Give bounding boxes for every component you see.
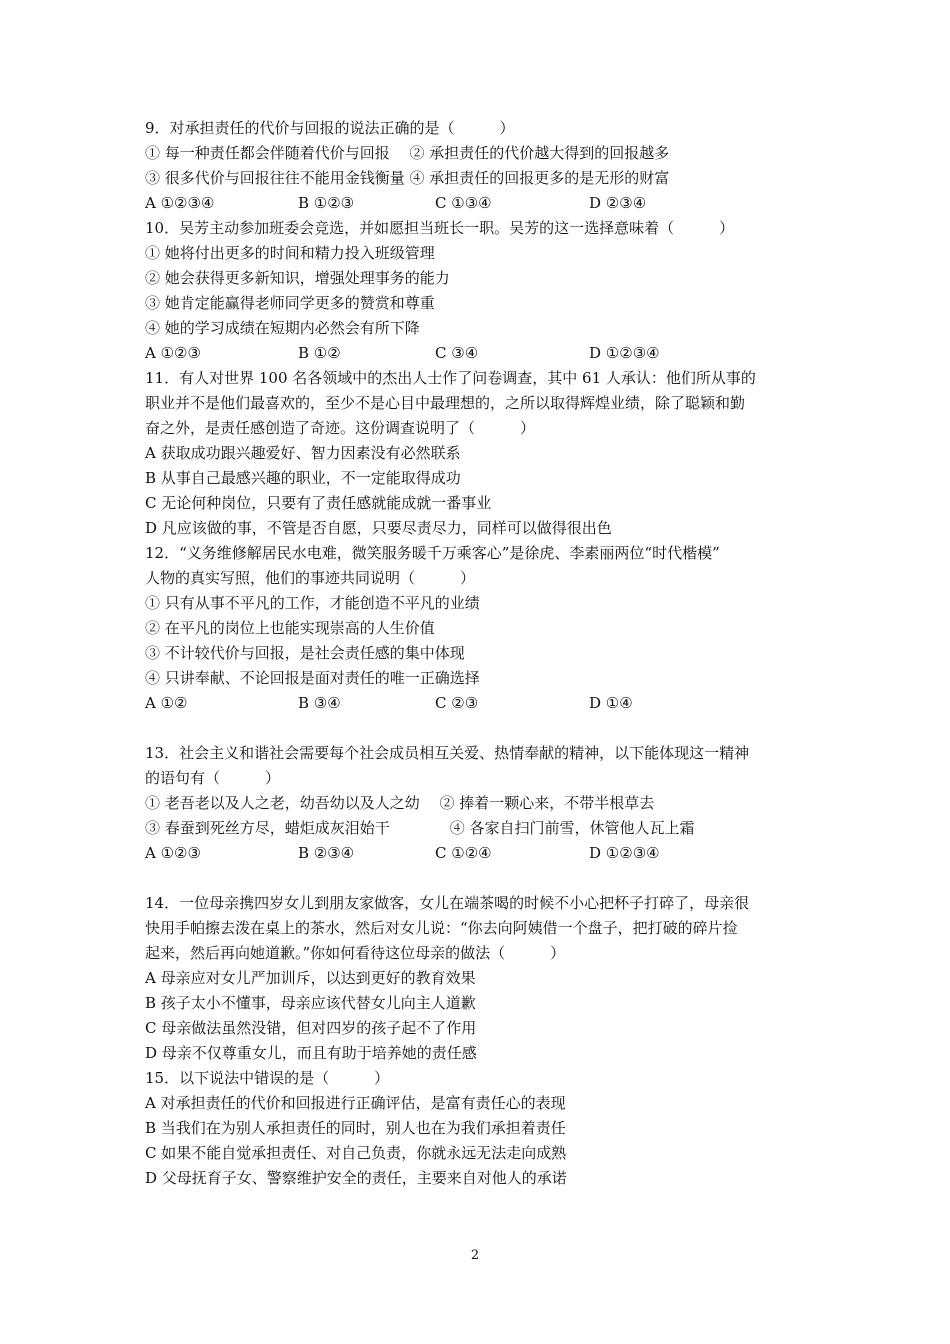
answer-options xyxy=(145,841,815,866)
question-15 xyxy=(145,1066,815,1191)
option-a: A ①②③ xyxy=(145,844,201,862)
question-stem: 人物的真实写照，他们的事迹共同说明（ ） xyxy=(145,569,476,587)
choice-item: B 当我们在为别人承担责任的同时，别人也在为我们承担着责任 xyxy=(145,1119,566,1137)
option-d: D ②③④ xyxy=(589,194,647,212)
statement-item: ① 老吾老以及人之老，幼吾幼以及人之幼 ② 捧着一颗心来，不带半根草去 xyxy=(145,794,655,812)
question-stem: 10．吴芳主动参加班委会竞选，并如愿担当班长一职。吴芳的这一选择意味着（ ） xyxy=(145,219,735,237)
choice-item: C 如果不能自觉承担责任、对自己负责，你就永远无法走向成熟 xyxy=(145,1144,567,1162)
question-stem: 起来，然后再向她道歉。”你如何看待这位母亲的做法（ ） xyxy=(145,944,566,962)
choice-item: D 父母抚育子女、警察维护安全的责任，主要来自对他人的承诺 xyxy=(145,1169,567,1187)
question-9 xyxy=(145,116,815,216)
spacer xyxy=(145,716,815,741)
option-a: A ①② xyxy=(145,694,188,712)
question-stem: 14．一位母亲携四岁女儿到朋友家做客，女儿在端茶喝的时候不小心把杯子打碎了，母亲很 xyxy=(145,894,750,912)
question-stem: 12．“义务维修解居民水电难，微笑服务暖千万乘客心”是徐虎、李素丽两位“时代楷模” xyxy=(145,544,720,562)
question-13 xyxy=(145,741,815,866)
option-c: C ③④ xyxy=(435,344,479,362)
statement-item: ③ 不计较代价与回报，是社会责任感的集中体现 xyxy=(145,644,465,662)
statement-item: ④ 她的学习成绩在短期内必然会有所下降 xyxy=(145,319,420,337)
option-d: D ①②③④ xyxy=(589,344,660,362)
question-stem: 11．有人对世界 100 名各领域中的杰出人士作了问卷调查，其中 61 人承认：他们所从事的 xyxy=(145,369,756,387)
question-stem: 的语句有（ ） xyxy=(145,769,281,787)
choice-item: C 无论何种岗位，只要有了责任感就能成就一番事业 xyxy=(145,494,492,512)
option-b: B ①② xyxy=(298,344,341,362)
question-12 xyxy=(145,541,815,716)
option-d: D ①②③④ xyxy=(589,844,660,862)
option-a: A ①②③④ xyxy=(145,194,215,212)
statement-item: ① 她将付出更多的时间和精力投入班级管理 xyxy=(145,244,435,262)
answer-options xyxy=(145,691,815,716)
statement-item: ④ 只讲奉献、不论回报是面对责任的唯一正确选择 xyxy=(145,669,480,687)
answer-options xyxy=(145,191,815,216)
choice-item: A 获取成功跟兴趣爱好、智力因素没有必然联系 xyxy=(145,444,461,462)
option-c: C ②③ xyxy=(435,694,479,712)
spacer xyxy=(145,866,815,891)
question-stem: 快用手帕擦去泼在桌上的茶水，然后对女儿说：“你去向阿姨借一个盘子，把打破的碎片捡 xyxy=(145,919,738,937)
option-d: D ①④ xyxy=(589,694,633,712)
question-stem: 奋之外，是责任感创造了奇迹。这份调查说明了（ ） xyxy=(145,419,536,437)
question-stem: 职业并不是他们最喜欢的，至少不是心目中最理想的，之所以取得辉煌业绩，除了聪颖和勤 xyxy=(145,394,746,412)
statement-item: ② 她会获得更多新知识，增强处理事务的能力 xyxy=(145,269,450,287)
option-a: A ①②③ xyxy=(145,344,201,362)
page-number: 2 xyxy=(470,1248,480,1263)
choice-item: C 母亲做法虽然没错，但对四岁的孩子起不了作用 xyxy=(145,1019,477,1037)
question-11 xyxy=(145,366,815,541)
choice-item: A 对承担责任的代价和回报进行正确评估，是富有责任心的表现 xyxy=(145,1094,566,1112)
option-c: C ①③④ xyxy=(435,194,492,212)
choice-item: A 母亲应对女儿严加训斥，以达到更好的教育效果 xyxy=(145,969,476,987)
option-b: B ②③④ xyxy=(298,844,355,862)
option-b: B ③④ xyxy=(298,694,341,712)
statement-item: ③ 她肯定能赢得老师同学更多的赞赏和尊重 xyxy=(145,294,435,312)
question-14 xyxy=(145,891,815,1066)
question-stem: 15．以下说法中错误的是（ ） xyxy=(145,1069,390,1087)
choice-item: B 从事自己最感兴趣的职业，不一定能取得成功 xyxy=(145,469,461,487)
exam-page-body xyxy=(145,116,815,1191)
answer-options xyxy=(145,341,815,366)
choice-item: D 凡应该做的事，不管是否自愿，只要尽责尽力，同样可以做得很出色 xyxy=(145,519,612,537)
choice-item: D 母亲不仅尊重女儿，而且有助于培养她的责任感 xyxy=(145,1044,477,1062)
choice-item: B 孩子太小不懂事，母亲应该代替女儿向主人道歉 xyxy=(145,994,476,1012)
question-10 xyxy=(145,216,815,366)
question-stem: 9．对承担责任的代价与回报的说法正确的是（ ） xyxy=(145,119,515,137)
option-c: C ①②④ xyxy=(435,844,492,862)
option-b: B ①②③ xyxy=(298,194,355,212)
statement-item: ② 在平凡的岗位上也能实现崇高的人生价值 xyxy=(145,619,435,637)
statement-item: ① 只有从事不平凡的工作，才能创造不平凡的业绩 xyxy=(145,594,480,612)
statement-item: ③ 春蚕到死丝方尽，蜡炬成灰泪始干 ④ 各家自扫门前雪，休管他人瓦上霜 xyxy=(145,819,695,837)
question-stem: 13．社会主义和谐社会需要每个社会成员相互关爱、热情奉献的精神，以下能体现这一精神 xyxy=(145,744,750,762)
statement-item: ① 每一种责任都会伴随着代价与回报 ② 承担责任的代价越大得到的回报越多 xyxy=(145,144,670,162)
statement-item: ③ 很多代价与回报往往不能用金钱衡量 ④ 承担责任的回报更多的是无形的财富 xyxy=(145,169,670,187)
